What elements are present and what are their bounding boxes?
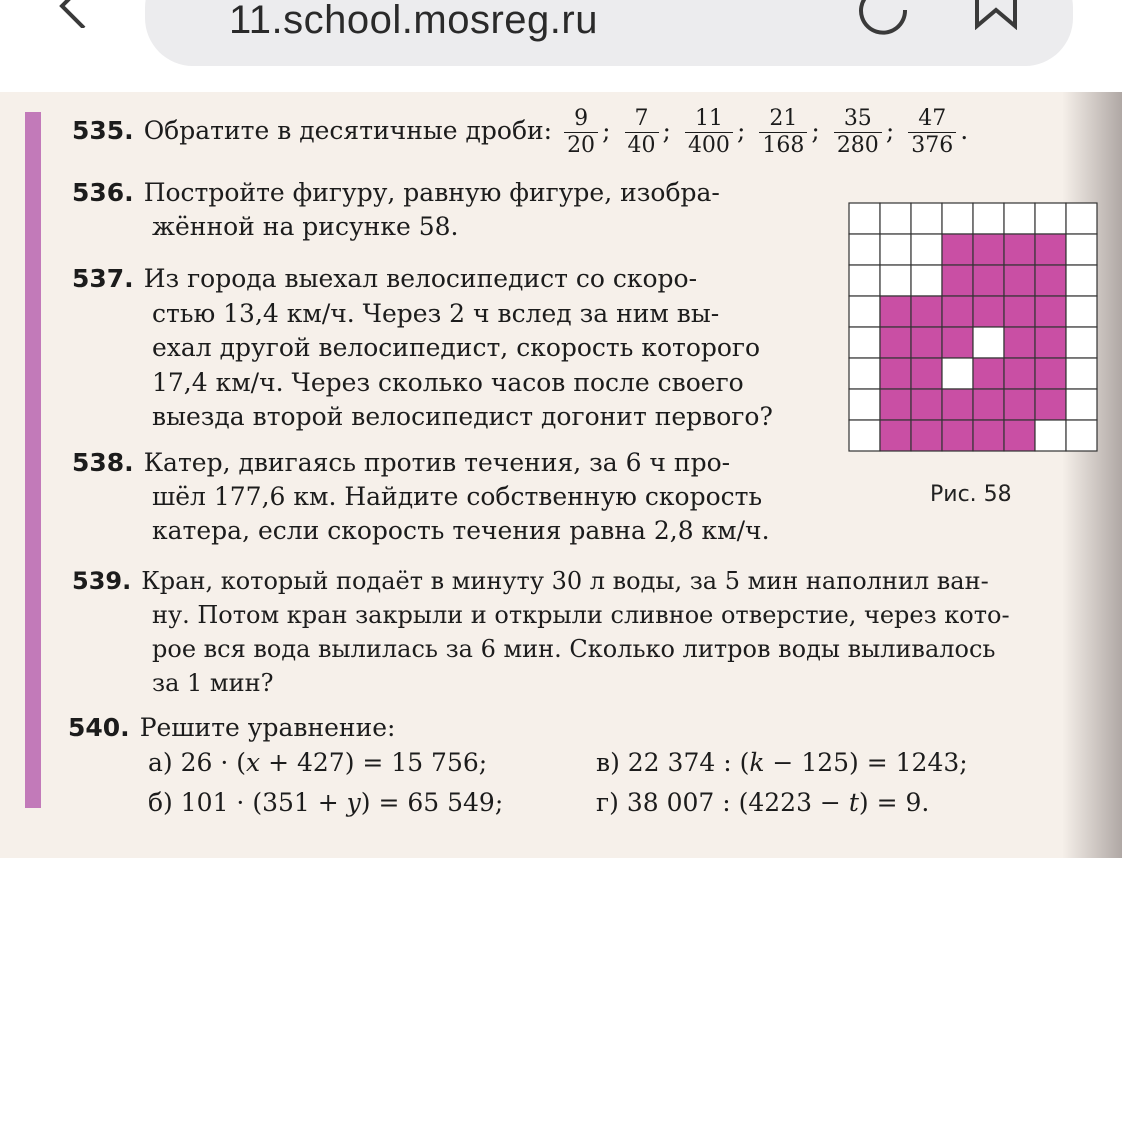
grid-cell <box>942 358 973 389</box>
grid-cell-filled <box>942 296 973 327</box>
grid-cell-filled <box>1035 327 1066 358</box>
grid-cell <box>911 265 942 296</box>
problem-text-line: жённой на рисунке 58. <box>152 212 459 241</box>
grid-cell-filled <box>973 296 1004 327</box>
grid-cell-filled <box>1004 296 1035 327</box>
problem-text-line: выезда второй велосипедист догонит первого? <box>152 402 773 431</box>
grid-cell-filled <box>942 327 973 358</box>
grid-cell <box>1066 234 1097 265</box>
grid-cell-filled <box>973 389 1004 420</box>
fraction-numerator: 7 <box>625 106 659 133</box>
grid-cell <box>880 234 911 265</box>
fraction-denominator: 20 <box>567 133 596 158</box>
grid-cell-filled <box>1004 265 1035 296</box>
fraction-denominator: 400 <box>687 133 730 158</box>
grid-cell <box>849 296 880 327</box>
fraction-denominator: 280 <box>836 133 879 158</box>
grid-cell <box>849 389 880 420</box>
grid-cell-filled <box>1004 358 1035 389</box>
problem-text-line: Постройте фигуру, равную фигуре, изобра- <box>143 178 720 207</box>
equation-a: а) 26 · (x + 427) = 15 756; <box>148 748 488 777</box>
grid-cell-filled <box>880 358 911 389</box>
problem-text-line: катера, если скорость течения равна 2,8 км/ч. <box>152 516 770 545</box>
problem-number: 537. <box>72 264 134 293</box>
equation-b: б) 101 · (351 + y) = 65 549; <box>148 788 504 817</box>
fraction <box>908 106 956 159</box>
url-text: 11.school.mosreg.ru <box>229 0 598 42</box>
fraction-separator: ; <box>885 116 895 145</box>
problem-text: Обратите в десятичные дроби: <box>143 116 553 145</box>
problem-text-line: Кран, который подаёт в минуту 30 л воды, за 5 мин наполнил ван- <box>141 567 989 595</box>
grid-cell <box>973 327 1004 358</box>
grid-cell-filled <box>973 358 1004 389</box>
grid-cell-filled <box>880 389 911 420</box>
problem-540 <box>68 710 395 746</box>
problem-535 <box>72 104 978 159</box>
figure-caption: Рис. 58 <box>930 482 1012 507</box>
grid-cell-filled <box>911 420 942 451</box>
problem-536 <box>72 176 807 244</box>
grid-cell-filled <box>911 358 942 389</box>
problem-text-line: ну. Потом кран закрыли и открыли сливное отверстие, через кото- <box>152 601 1010 629</box>
grid-cell <box>880 203 911 234</box>
grid-cell <box>1004 203 1035 234</box>
grid-cell-filled <box>911 296 942 327</box>
fraction <box>685 106 733 159</box>
grid-cell-filled <box>1035 358 1066 389</box>
equation-g: г) 38 007 : (4223 − t) = 9. <box>596 788 930 817</box>
fraction-numerator: 35 <box>834 106 882 133</box>
fraction-numerator: 21 <box>759 106 807 133</box>
grid-cell <box>942 203 973 234</box>
grid-cell-filled <box>1004 389 1035 420</box>
fraction-separator: ; <box>736 116 746 145</box>
grid-cell-filled <box>1035 265 1066 296</box>
grid-cell <box>1035 420 1066 451</box>
problem-text-line: Катер, двигаясь против течения, за 6 ч про- <box>143 448 731 477</box>
grid-cell <box>1066 203 1097 234</box>
fraction-separator: ; <box>811 116 820 145</box>
problem-number: 539. <box>72 567 132 595</box>
grid-cell-filled <box>942 389 973 420</box>
fraction-denominator: 168 <box>762 133 805 158</box>
problem-number: 535. <box>72 116 134 145</box>
grid-cell-filled <box>1004 420 1035 451</box>
grid-cell <box>849 420 880 451</box>
textbook-page <box>0 92 1122 858</box>
grid-cell-filled <box>911 389 942 420</box>
grid-cell-filled <box>1004 234 1035 265</box>
bookmark-icon[interactable] <box>973 0 1019 30</box>
figure-58-grid <box>848 202 1098 452</box>
grid-cell-filled <box>973 265 1004 296</box>
problem-text-line: ехал другой велосипедист, скорость которого <box>152 333 761 362</box>
grid-cell <box>849 327 880 358</box>
problem-number: 536. <box>72 178 134 207</box>
problem-number: 538. <box>72 448 134 477</box>
grid-cell-filled <box>880 327 911 358</box>
grid-cell-filled <box>911 327 942 358</box>
problem-537 <box>72 262 807 435</box>
problem-text: Решите уравнение: <box>139 713 396 742</box>
equation-v: в) 22 374 : (k − 125) = 1243; <box>596 748 968 777</box>
grid-cell-filled <box>942 265 973 296</box>
problem-text-line: стью 13,4 км/ч. Через 2 ч вслед за ним вы- <box>152 298 720 328</box>
grid-cell <box>849 234 880 265</box>
grid-cell-filled <box>942 234 973 265</box>
grid-cell-filled <box>880 420 911 451</box>
chevron-left-icon[interactable] <box>48 0 94 28</box>
fraction-separator: ; <box>662 116 671 145</box>
grid-cell <box>849 203 880 234</box>
reload-icon[interactable] <box>853 0 913 36</box>
problem-text-line: рое вся вода вылилась за 6 мин. Сколько литров воды выливалось <box>152 635 996 663</box>
grid-cell <box>911 234 942 265</box>
grid-cell-filled <box>973 234 1004 265</box>
fraction-numerator: 47 <box>908 106 956 133</box>
grid-cell <box>1066 296 1097 327</box>
problem-number: 540. <box>68 713 130 742</box>
grid-cell-filled <box>1035 389 1066 420</box>
browser-toolbar <box>0 0 1122 92</box>
fraction-numerator: 9 <box>564 106 598 133</box>
problem-text-line: Из города выехал велосипедист со скоро- <box>143 264 698 293</box>
grid-cell-filled <box>1004 327 1035 358</box>
grid-cell-filled <box>1035 234 1066 265</box>
grid-cell <box>1066 420 1097 451</box>
fraction-denominator: 40 <box>627 133 656 158</box>
grid-cell-filled <box>880 296 911 327</box>
grid-cell <box>880 265 911 296</box>
fraction <box>834 106 882 159</box>
fraction-numerator: 11 <box>685 106 733 133</box>
grid-cell <box>1066 389 1097 420</box>
grid-cell <box>1066 265 1097 296</box>
problem-539 <box>72 564 1010 700</box>
problem-text-line: шёл 177,6 км. Найдите собственную скорость <box>152 482 763 511</box>
problem-text-line: 17,4 км/ч. Через сколько часов после своего <box>152 367 744 397</box>
grid-cell <box>1066 327 1097 358</box>
grid-cell <box>973 203 1004 234</box>
fraction <box>759 106 807 159</box>
fraction <box>564 106 598 159</box>
grid-cell-filled <box>973 420 1004 451</box>
fraction-separator: . <box>960 116 969 145</box>
grid-cell <box>1035 203 1066 234</box>
problem-text-line: за 1 мин? <box>152 669 274 697</box>
fraction-separator: ; <box>602 116 611 145</box>
address-bar[interactable] <box>145 0 1073 66</box>
grid-cell <box>849 358 880 389</box>
grid-cell <box>911 203 942 234</box>
grid-cell <box>1066 358 1097 389</box>
grid-cell-filled <box>942 420 973 451</box>
grid-cell <box>849 265 880 296</box>
grid-cell-filled <box>1035 296 1066 327</box>
fraction <box>625 106 659 159</box>
margin-bar <box>25 112 41 808</box>
fraction-list <box>560 106 978 158</box>
problem-538 <box>72 446 807 548</box>
fraction-denominator: 376 <box>911 133 954 158</box>
